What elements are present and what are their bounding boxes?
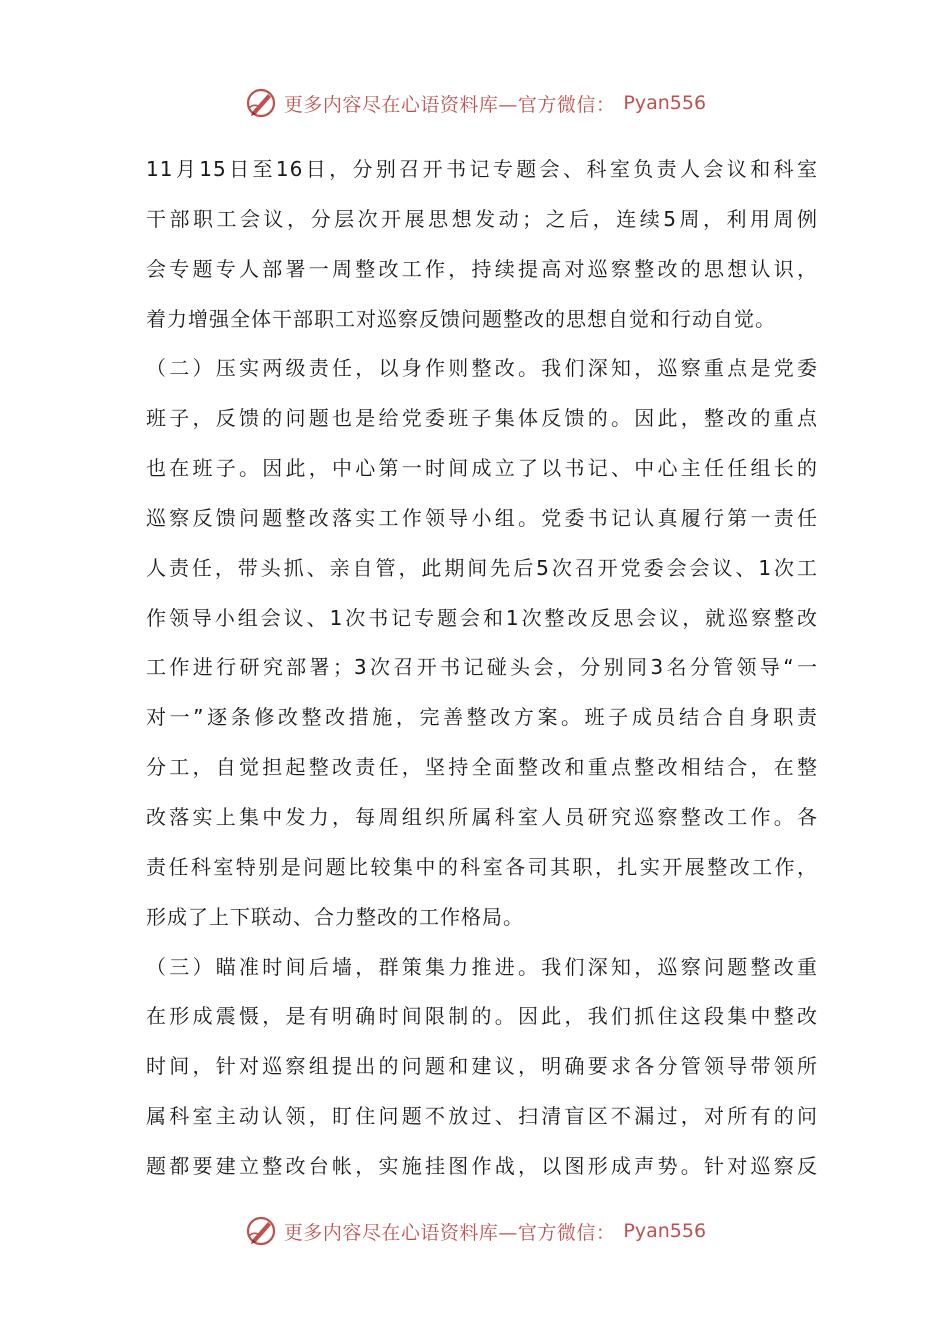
text-line: 时间，针对巡察组提出的问题和建议，明确要求各分管领导带领所 <box>146 1054 818 1079</box>
header-wechat-id: Pyan556 <box>623 92 707 114</box>
text-line: 在形成震慑，是有明确时间限制的。因此，我们抓住这段集中整改 <box>146 1004 818 1029</box>
footer-wechat-id: Pyan556 <box>623 1220 707 1242</box>
text-line: 对一”逐条修改整改措施，完善整改方案。班子成员结合自身职责 <box>146 705 818 730</box>
text-line: 也在班子。因此，中心第一时间成立了以书记、中心主任任组长的 <box>146 456 818 481</box>
text-line: 形成了上下联动、合力整改的工作格局。 <box>146 904 524 929</box>
text-line: （三）瞄准时间后墙，群策集力推进。我们深知，巡察问题整改重 <box>146 954 818 979</box>
footer-banner <box>0 1211 950 1251</box>
text-line: 会专题专人部署一周整改工作，持续提高对巡察整改的思想认识， <box>146 256 818 281</box>
header-banner <box>0 83 950 123</box>
text-line: 工作进行研究部署；3次召开书记碰头会，分别同3名分管领导“一 <box>146 655 818 680</box>
pen-logo-icon <box>244 86 278 120</box>
footer-banner-text: 更多内容尽在心语资料库—官方微信： <box>283 1221 616 1244</box>
text-line: 11月15日至16日，分别召开书记专题会、科室负责人会议和科室 <box>146 157 818 181</box>
text-line: （二）压实两级责任，以身作则整改。我们深知，巡察重点是党委 <box>146 356 818 381</box>
body-text <box>146 145 818 1192</box>
text-line: 作领导小组会议、1次书记专题会和1次整改反思会议，就巡察整改 <box>146 605 818 630</box>
text-line: 属科室主动认领，盯住问题不放过、扫清盲区不漏过，对所有的问 <box>146 1104 818 1129</box>
pen-logo-icon <box>244 1214 278 1248</box>
text-line: 题都要建立整改台帐，实施挂图作战，以图形成声势。针对巡察反 <box>146 1153 818 1178</box>
text-line: 分工，自觉担起整改责任，坚持全面整改和重点整改相结合，在整 <box>146 755 818 780</box>
header-banner-text: 更多内容尽在心语资料库—官方微信： <box>283 93 616 116</box>
text-line: 干部职工会议，分层次开展思想发动；之后，连续5周，利用周例 <box>146 206 818 231</box>
text-line: 改落实上集中发力，每周组织所属科室人员研究巡察整改工作。各 <box>146 804 818 829</box>
text-line: 着力增强全体干部职工对巡察反馈问题整改的思想自觉和行动自觉。 <box>146 306 776 331</box>
text-line: 责任科室特别是问题比较集中的科室各司其职，扎实开展整改工作， <box>146 854 818 879</box>
text-line: 班子，反馈的问题也是给党委班子集体反馈的。因此，整改的重点 <box>146 406 818 431</box>
text-line: 巡察反馈问题整改落实工作领导小组。党委书记认真履行第一责任 <box>146 505 818 530</box>
text-line: 人责任，带头抓、亲自管，此期间先后5次召开党委会会议、1次工 <box>146 555 818 580</box>
